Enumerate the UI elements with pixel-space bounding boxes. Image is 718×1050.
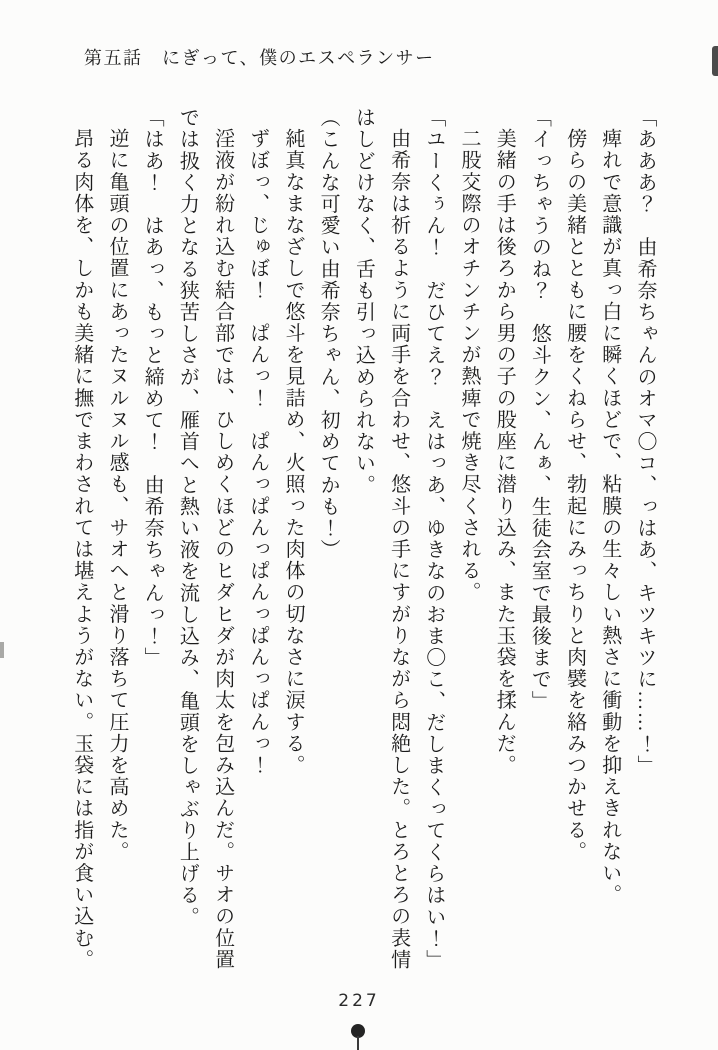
body-text [64,107,662,1005]
text-line: 二股交際のオチンチンが熱痺で焼き尽くされる。 [457,128,480,604]
text-line: （こんな可愛い由希奈ちゃん、初めてかも！） [317,107,340,561]
chapter-thumb-tab [712,46,718,76]
text-line: 純真なまなざしで悠斗を見詰め、火照った肉体の切なさに涙する。 [281,128,304,776]
text-line: 由希奈は祈るように両手を合わせ、悠斗の手にすがりながら悶絶した。とろとろの表情 [387,128,410,971]
page-edge-artifact [0,642,4,658]
text-line: 「はあ！ はあっ、もっと締めて！ 由希奈ちゃんっ！」 [141,107,164,669]
text-line: はしどけなく、舌も引っ込められない。 [352,107,375,496]
text-line: 傍らの美緒とともに腰をくねらせ、勃起にみっちりと肉襞を絡みつかせる。 [563,128,586,863]
text-line: 痺れで意識が真っ白に瞬くほどで、粘膜の生々しい熱さに衝動を抑えきれない。 [598,128,621,906]
footer-dot-stem [357,1036,359,1050]
text-line: 淫液が紛れ込む結合部では、ひしめくほどのヒダヒダが肉太を包み込んだ。サオの位置 [211,128,234,971]
text-line: 「イっちゃうのね？ 悠斗クン、んぁ、生徒会室で最後まで」 [528,107,551,712]
text-line: では扱く力となる狭苦しさが、雁首へと熱い液を流し込み、亀頭をしゃぶり上げる。 [176,107,199,928]
chapter-title: 第五話 にぎって、僕のエスペランサー [84,48,435,68]
text-line: 昂る肉体を、しかも美緒に撫でまわされては堪えようがない。玉袋には指が食い込む。 [70,128,93,971]
page-number: 227 [338,991,380,1011]
text-line: 「ユーくぅん！ だひてえ？ えはっあ、ゆきなのおま〇こ、だしまくってくらはい！」 [422,107,445,971]
text-line: ずぼっ、じゅぼ！ ぱんっ！ ぱんっぱんっぱんっぱんっぱんっ！ [246,128,269,776]
text-line: 美緒の手は後ろから男の子の股座に潜り込み、また玉袋を揉んだ。 [493,128,516,776]
text-line: 逆に亀頭の位置にあったヌルヌル感も、サオへと滑り落ちて圧力を高めた。 [105,128,128,863]
text-line: 「あああ？ 由希奈ちゃんのオマ〇コ、っはあ、キツキツに……！」 [634,107,656,777]
